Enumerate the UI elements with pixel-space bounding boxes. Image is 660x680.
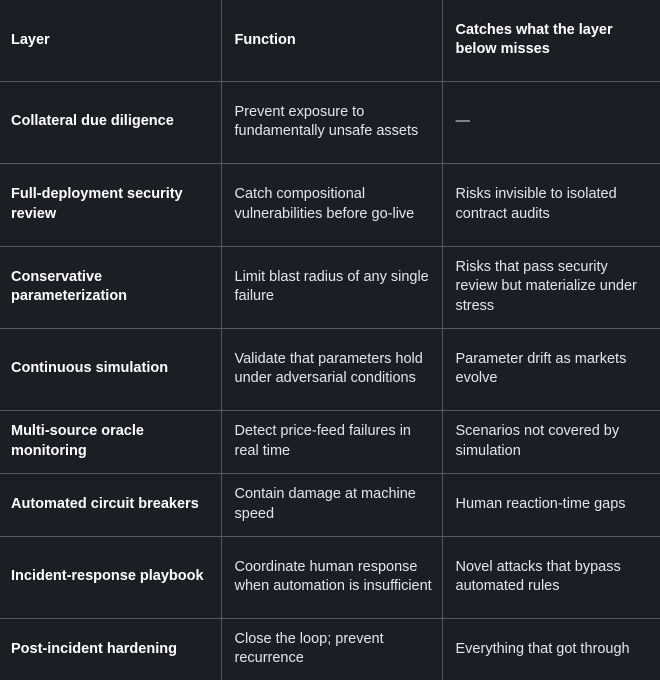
- catches-cell: —: [442, 81, 660, 163]
- layer-cell: Automated circuit breakers: [0, 473, 221, 536]
- column-header-function: Function: [221, 0, 442, 81]
- catches-cell: Human reaction-time gaps: [442, 473, 660, 536]
- layer-cell: Conservative parameterization: [0, 246, 221, 328]
- layer-cell: Incident-response playbook: [0, 536, 221, 618]
- table-row: [0, 246, 660, 328]
- layer-cell: Full-deployment security review: [0, 163, 221, 246]
- table-row: [0, 81, 660, 163]
- table-row: [0, 473, 660, 536]
- function-cell: Contain damage at machine speed: [221, 473, 442, 536]
- table-row: [0, 163, 660, 246]
- function-cell: Catch compositional vulnerabilities before go-live: [221, 163, 442, 246]
- function-cell: Validate that parameters hold under adversarial conditions: [221, 328, 442, 410]
- function-cell: Coordinate human response when automation is insufficient: [221, 536, 442, 618]
- table-row: [0, 410, 660, 473]
- table-row: [0, 618, 660, 680]
- catches-cell: Novel attacks that bypass automated rules: [442, 536, 660, 618]
- layer-cell: Post-incident hardening: [0, 618, 221, 680]
- function-cell: Limit blast radius of any single failure: [221, 246, 442, 328]
- layer-cell: Continuous simulation: [0, 328, 221, 410]
- table-header-row: [0, 0, 660, 81]
- function-cell: Prevent exposure to fundamentally unsafe assets: [221, 81, 442, 163]
- function-cell: Close the loop; prevent recurrence: [221, 618, 442, 680]
- function-cell: Detect price-feed failures in real time: [221, 410, 442, 473]
- layer-cell: Collateral due diligence: [0, 81, 221, 163]
- table-row: [0, 328, 660, 410]
- catches-cell: Scenarios not covered by simulation: [442, 410, 660, 473]
- column-header-catches: Catches what the layer below misses: [442, 0, 660, 81]
- catches-cell: Everything that got through: [442, 618, 660, 680]
- column-header-layer: Layer: [0, 0, 221, 81]
- catches-cell: Parameter drift as markets evolve: [442, 328, 660, 410]
- catches-cell: Risks that pass security review but materialize under stress: [442, 246, 660, 328]
- layer-cell: Multi-source oracle monitoring: [0, 410, 221, 473]
- catches-cell: Risks invisible to isolated contract audits: [442, 163, 660, 246]
- table-row: [0, 536, 660, 618]
